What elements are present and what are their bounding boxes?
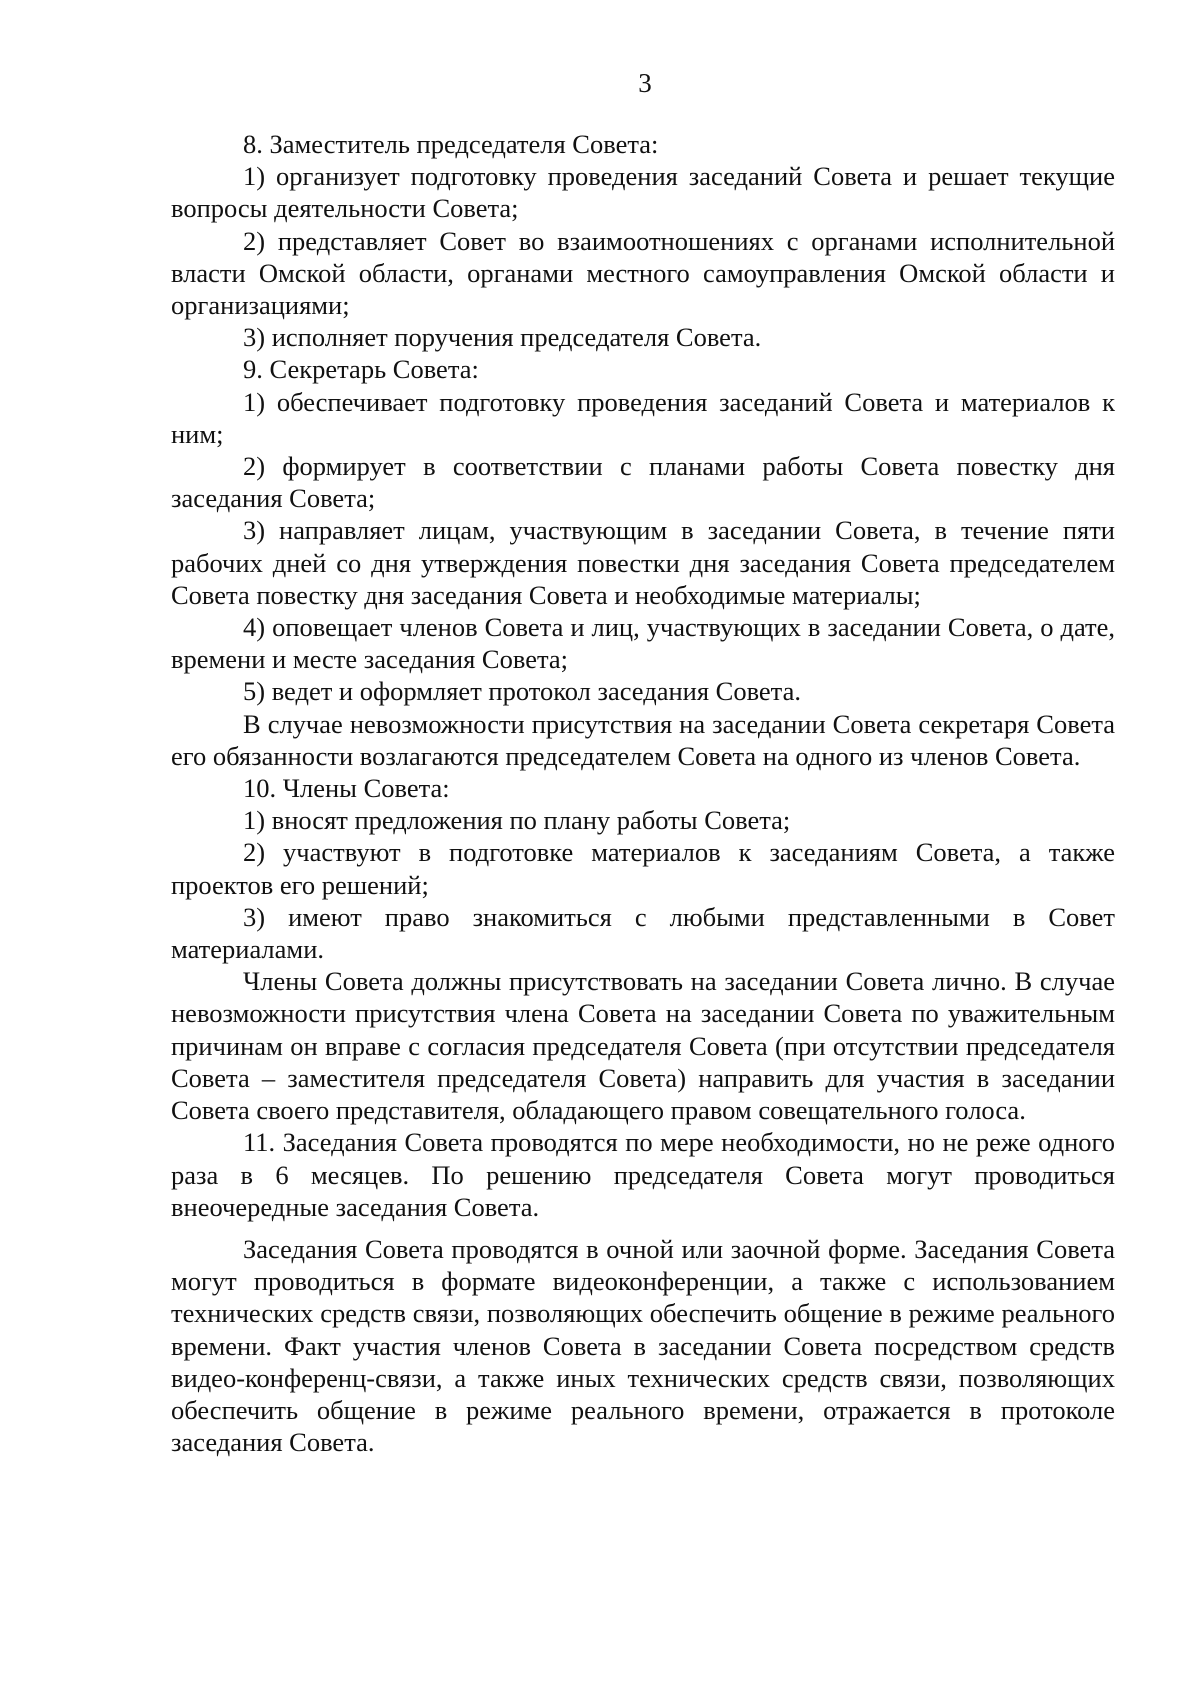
paragraph-9-item-1: 1) обеспечивает подготовку проведения заседаний Совета и материалов к ним; bbox=[171, 386, 1115, 449]
paragraph-9-heading: 9. Секретарь Совета: bbox=[243, 354, 479, 385]
paragraph-9-item-4: 4) оповещает членов Совета и лиц, участвующих в заседании Совета, о дате, времени и месте заседания Совета; bbox=[171, 612, 1115, 675]
paragraph-8-item-2: 2) представляет Совет во взаимоотношениях с органами исполнительной власти Омской области, органами местного самоуправления Омской области и организациями; bbox=[171, 225, 1115, 321]
paragraph-9-item-2: 2) формирует в соответствии с планами работы Совета повестку дня заседания Совета; bbox=[171, 451, 1115, 514]
paragraph-9-item-3: 3) направляет лицам, участвующим в заседании Совета, в течение пяти рабочих дней со дня утверждения повестки дня заседания Совета председателем Совета повестку дня заседания Совета и необходимые материалы; bbox=[171, 515, 1115, 610]
paragraph-9-item-5: 5) ведет и оформляет протокол заседания Совета. bbox=[243, 676, 801, 707]
paragraph-10-item-3: 3) имеют право знакомиться с любыми представленными в Совет материалами. bbox=[171, 901, 1115, 965]
paragraph-8-item-1: 1) организует подготовку проведения заседаний Совета и решает текущие вопросы деятельности Совета; bbox=[171, 161, 1115, 224]
paragraph-8-item-3: 3) исполняет поручения председателя Совета. bbox=[243, 322, 762, 353]
paragraph-9-note: В случае невозможности присутствия на заседании Совета секретаря Совета его обязанности возлагаются председателем Совета на одного из членов Совета. bbox=[171, 708, 1115, 771]
paragraph-11-note: Заседания Совета проводятся в очной или заочной форме. Заседания Совета могут проводиться в формате видеоконференции, а также с использованием технических средств связи, позволяющих обеспечить общение в режиме реального времени. Факт участия членов Совета в заседании Совета посредством средств видео-конференц-связи, а также иных технических средств связи, позволяющих обеспечить общение в режиме реального времени, отражается в протоколе заседания Совета. bbox=[171, 1233, 1115, 1458]
paragraph-10-item-2: 2) участвуют в подготовке материалов к заседаниям Совета, а также проектов его решений; bbox=[171, 837, 1115, 900]
paragraph-8-heading: 8. Заместитель председателя Совета: bbox=[243, 129, 659, 159]
paragraph-10-item-1: 1) вносят предложения по плану работы Совета; bbox=[243, 805, 791, 836]
document-body bbox=[171, 128, 1115, 1458]
paragraph-10-note: Члены Совета должны присутствовать на заседании Совета лично. В случае невозможности присутствия члена Совета на заседании Совета по уважительным причинам он вправе с согласия председателя Совета (при отсутствии председателя Совета – заместителя председателя Совета) направить для участия в заседании Совета своего представителя, обладающего правом совещательного голоса. bbox=[171, 966, 1115, 1126]
paragraph-10-heading: 10. Члены Совета: bbox=[243, 773, 450, 804]
page-number: 3 bbox=[638, 68, 652, 98]
paragraph-11: 11. Заседания Совета проводятся по мере необходимости, но не реже одного раза в 6 месяцев. По решению председателя Совета могут проводиться внеочередные заседания Совета. bbox=[171, 1127, 1115, 1222]
